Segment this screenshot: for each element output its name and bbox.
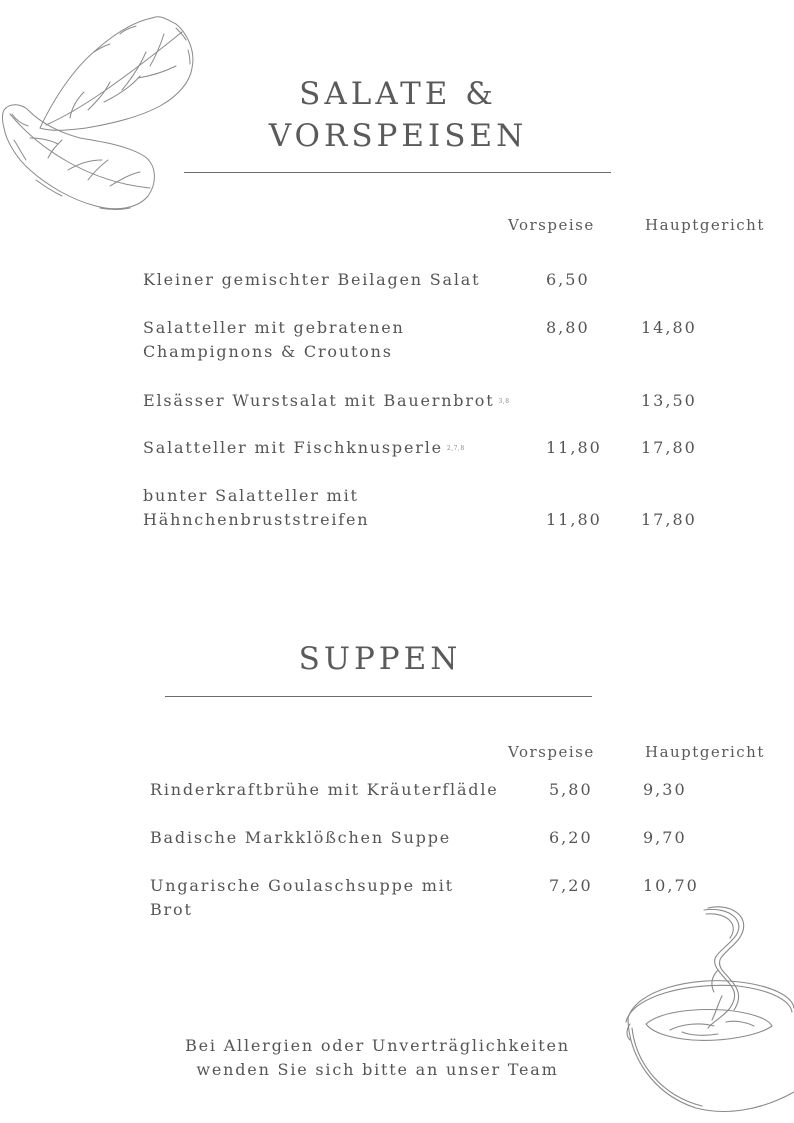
price-hauptgericht: 10,70 <box>643 876 699 895</box>
price-vorspeise: 7,20 <box>549 876 593 895</box>
allergen-note: 3,8 <box>498 397 510 405</box>
column-header-hauptgericht: Hauptgericht <box>645 216 765 234</box>
price-vorspeise: 5,80 <box>549 780 593 799</box>
price-vorspeise: 6,50 <box>546 270 590 289</box>
menu-item-name: Salatteller mit Fischknusperle 2,7,8 <box>143 438 465 457</box>
soup-bowl-illustration <box>622 904 794 1116</box>
menu-item-name: Ungarische Goulaschsuppe mit Brot <box>150 876 454 919</box>
price-vorspeise: 8,80 <box>546 318 590 337</box>
section-title-suppen: SUPPEN <box>298 641 462 677</box>
price-vorspeise: 11,80 <box>546 510 602 529</box>
column-header-hauptgericht: Hauptgericht <box>645 743 765 761</box>
menu-item-name: Rinderkraftbrühe mit Kräuterflädle <box>150 780 499 799</box>
allergy-notice: Bei Allergien oder Unverträglichkeiten wenden Sie sich bitte an unser Team <box>185 1036 570 1079</box>
allergen-note: 2,7,8 <box>446 444 465 452</box>
section-title-salate-line2: VORSPEISEN <box>268 118 528 154</box>
price-hauptgericht: 13,50 <box>641 391 697 410</box>
menu-item-name: Salatteller mit gebratenen Champignons & Croutons <box>143 318 405 361</box>
section-title-salate-line1: SALATE & <box>299 76 497 112</box>
lettuce-leaf-illustration <box>0 10 200 215</box>
price-hauptgericht: 9,70 <box>643 828 687 847</box>
price-hauptgericht: 17,80 <box>641 510 697 529</box>
menu-item-name: Elsässer Wurstsalat mit Bauernbrot 3,8 <box>143 391 510 410</box>
section-divider <box>165 696 592 697</box>
menu-item-name: Badische Markklößchen Suppe <box>150 828 452 847</box>
column-header-vorspeise: Vorspeise <box>508 743 595 761</box>
price-vorspeise: 6,20 <box>549 828 593 847</box>
column-header-vorspeise: Vorspeise <box>508 216 595 234</box>
price-hauptgericht: 17,80 <box>641 438 697 457</box>
price-hauptgericht: 9,30 <box>643 780 687 799</box>
price-vorspeise: 11,80 <box>546 438 602 457</box>
menu-item-name: bunter Salatteller mit Hähnchenbruststreifen <box>143 486 370 529</box>
price-hauptgericht: 14,80 <box>641 318 697 337</box>
section-divider <box>184 172 611 173</box>
menu-item-name: Kleiner gemischter Beilagen Salat <box>143 270 481 289</box>
